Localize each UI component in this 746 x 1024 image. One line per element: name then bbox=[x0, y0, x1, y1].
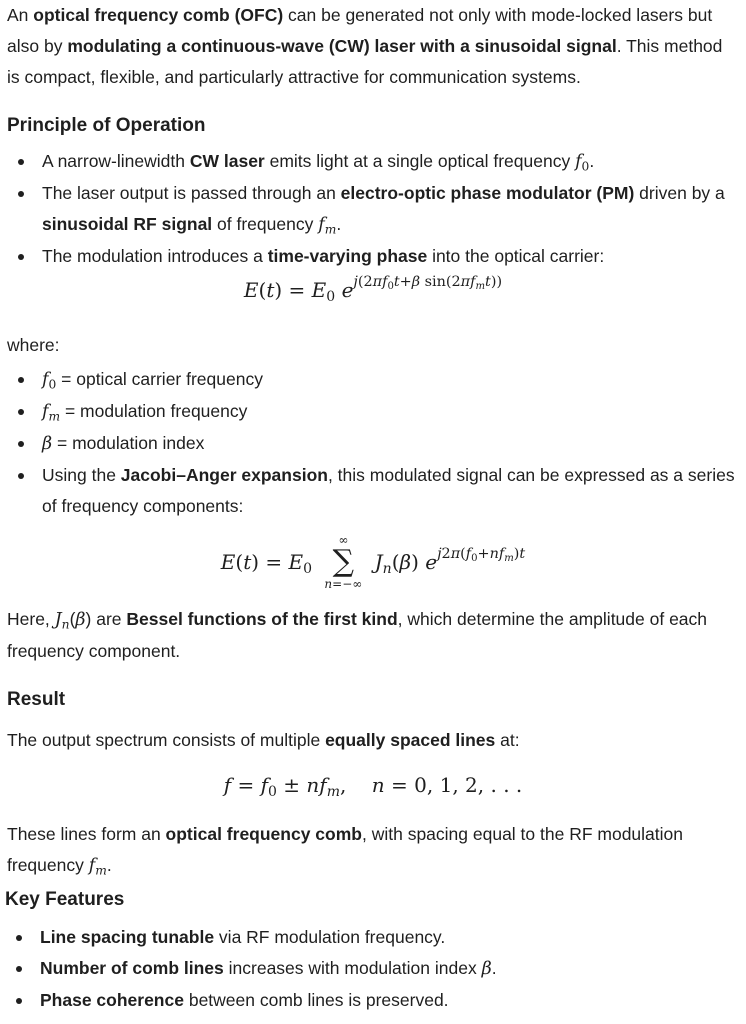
list-item: Phase coherence between comb lines is preserved. bbox=[0, 985, 736, 1016]
equation-phase-modulation: $E(t) = E_0$ $e^{j(2\pi f_0t+\beta sin(2\pi f_mt))}$ bbox=[243, 274, 503, 306]
result-heading: Result bbox=[7, 689, 66, 710]
result-paragraph: The output spectrum consists of multiple equally spaced lines at: bbox=[7, 730, 520, 750]
intro-bold-ofc: optical frequency comb (OFC) bbox=[33, 5, 284, 25]
list-item: The modulation introduces a time-varying phase into the optical carrier: bbox=[0, 241, 736, 272]
list-item: Number of comb lines increases with modulation index β. bbox=[0, 953, 736, 985]
intro-text-1: An bbox=[7, 5, 34, 25]
list-item: $f_m$ = modulation frequency bbox=[0, 396, 736, 428]
features-list bbox=[0, 922, 736, 1016]
list-item: Using the Jacobi–Anger expansion, this modulated signal can be expressed as a series of frequency components: bbox=[0, 460, 736, 522]
math-fm: $f_m$ bbox=[318, 215, 337, 237]
principle-list bbox=[0, 146, 736, 272]
list-item: The laser output is passed through an electro-optic phase modulator (PM) driven by a sinusoidal RF signal of frequency $f_m$. bbox=[0, 178, 736, 241]
list-item: Line spacing tunable via RF modulation frequency. bbox=[0, 922, 736, 953]
math-f0: $f_0$ bbox=[575, 152, 590, 174]
equation-jacobi-anger: $E(t) = E_0$ ∞ ∑ n=−∞ $J_n(\beta)$ $e^{j2\pi(f_0+nf_m)t}$ bbox=[220, 533, 526, 591]
principle-heading: Principle of Operation bbox=[7, 115, 206, 136]
equation-comb-lines: $f = f_0 \pm nf_m$, n = 0, 1, 2, . . . bbox=[223, 773, 523, 801]
definitions-list bbox=[0, 364, 736, 522]
list-item: β = modulation index bbox=[0, 428, 736, 460]
intro-text-3: . This method is compact, flexible, and particularly attractive for communication systems. bbox=[7, 36, 723, 87]
where-label: where: bbox=[7, 335, 60, 355]
comb-paragraph: These lines form an optical frequency comb, with spacing equal to the RF modulation frequency $f_m$. bbox=[7, 824, 683, 878]
list-item: A narrow-linewidth CW laser emits light at a single optical frequency $f_0$. bbox=[0, 146, 736, 178]
intro-text-2: can be generated not only with mode-locked lasers but also by bbox=[7, 5, 713, 56]
bessel-paragraph: Here, $J_n(\beta)$ are Bessel functions of the first kind, which determine the amplitude of each frequency component. bbox=[7, 609, 708, 661]
list-item: $f_0$ = optical carrier frequency bbox=[0, 364, 736, 396]
intro-paragraph bbox=[7, 0, 736, 93]
features-heading: Key Features bbox=[5, 889, 125, 910]
intro-bold-modulating: modulating a continuous-wave (CW) laser with a sinusoidal signal bbox=[67, 36, 617, 56]
